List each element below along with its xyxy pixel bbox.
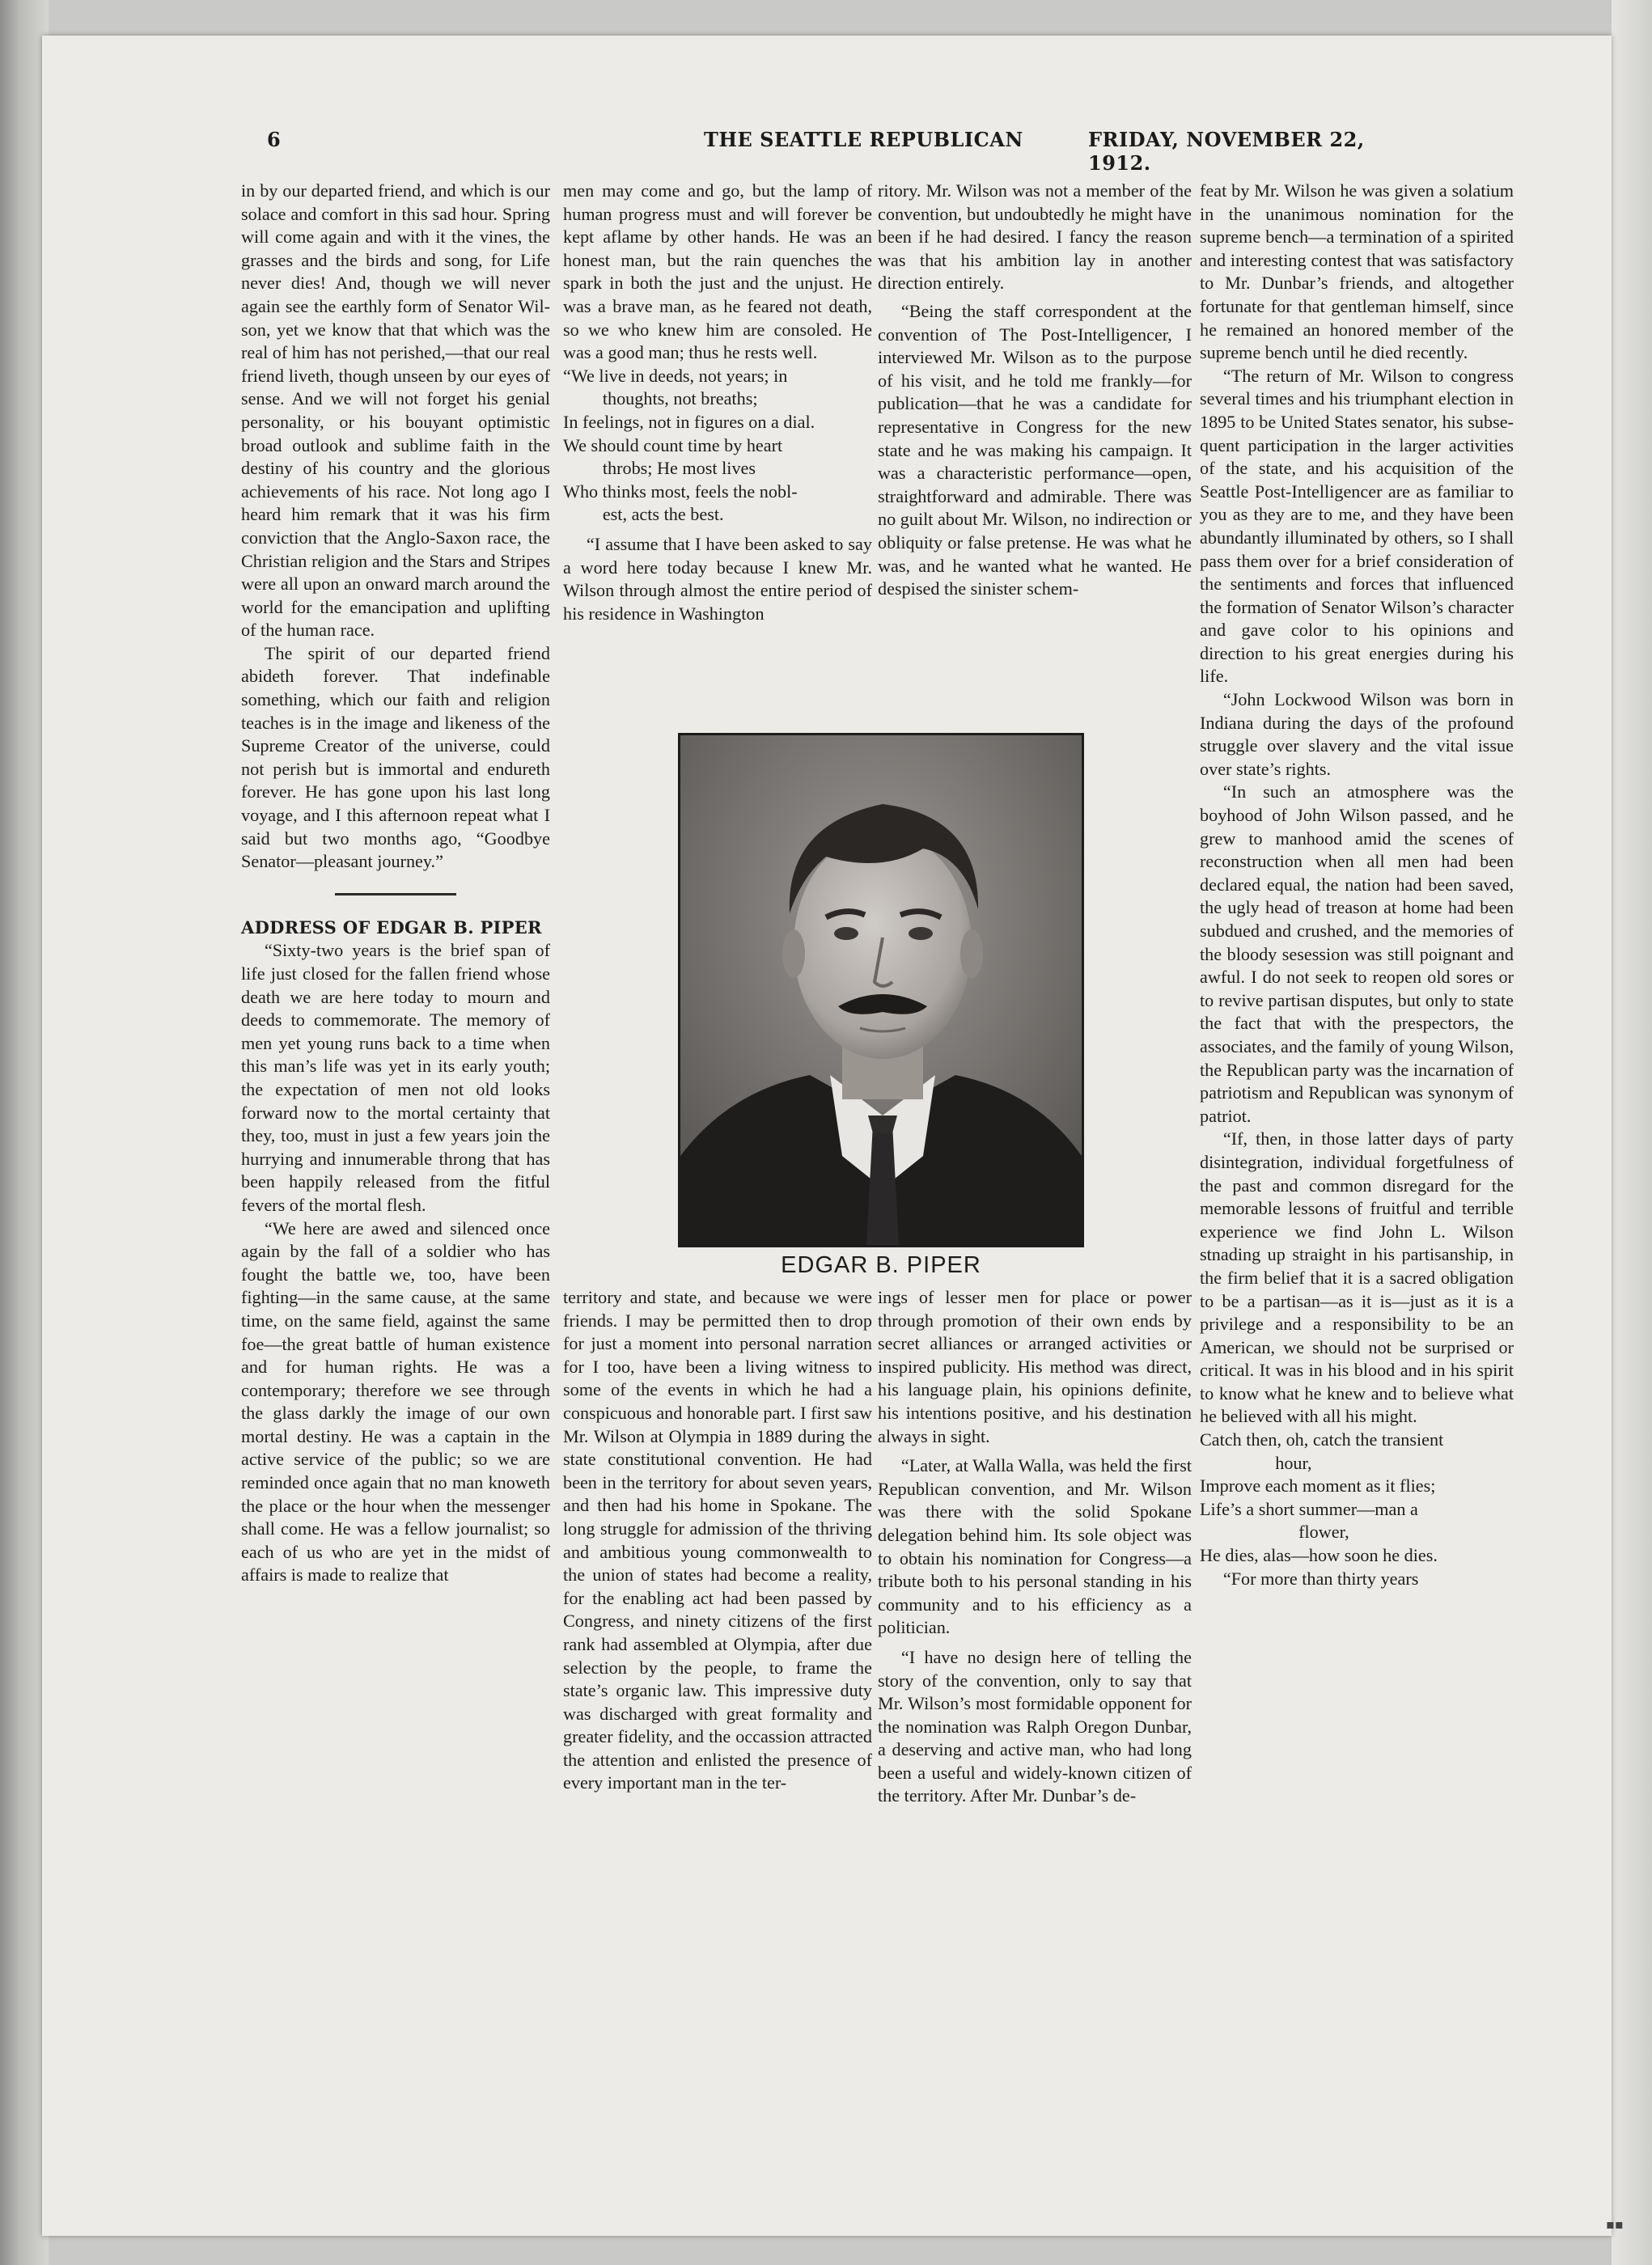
col1-paragraph-3: “Sixty-two years is the brief span of life just closed for the fallen friend whose death we are here today to mourn and deeds to commemorate. The memory of men yet young runs back to a time when this man’s life was yet in its early youth; the expectation of men not old looks forward now to the mortal certainty that they, too, must in just a few years join the hurrying and innumerable throng that has been happily released from the fitful fevers of the mortal flesh. (241, 940, 550, 1215)
col4-paragraph-4: “In such an atmosphere was the boyhood of John Wilson passed, and he grew to manhood amid the scenes of reconstruction when all men had been declared equal, the nation had been saved, the ugly head of treason at home had been subdued and crushed, and the memories of the bloody sesession was still poignant and awful. I do not seek to reopen old sores or to revive partisan disputes, but only to state the fact that with the prespectors, the associates, and the family of young Wilson, the Republican party was the incarnation of patriotism and Republican was synonym of patriot. (1200, 781, 1514, 1126)
col1-paragraph-2: The spirit of our departed friend abideth forever. That indefinable something, which our faith and religion teaches is in the image and likeness of the Supreme Creator of the universe, could not perish but is immortal and endureth forever. He has gone upon his last long voyage, and I this afternoon repeat what I said but two months ago, “Goodbye Senator—pleasant journey.” (241, 642, 550, 872)
col4-paragraph-1: feat by Mr. Wilson he was given a solatium in the unanimous nomination for the supreme bench—a termination of a spirited and interesting contest that was satisfactory to Mr. Dunbar’s friends, and altogether fortunate for that gentleman himself, since he remained an honored member of the supreme bench until he died recently. (1200, 180, 1514, 363)
column-3-lower (878, 1286, 1192, 1808)
issue-date: FRIDAY, NOVEMBER 22, 1912. (1088, 128, 1365, 175)
col1-paragraph-1: in by our departed friend, and which is our solace and comfort in this sad hour. Spring will come again and with it the vines, the grasses and the birds and song, for Life never dies! And, though we will never again see the earthly form of Senator Wilson, yet we know that that which was the real of him has not perished,—that our real friend liveth, though unseen by our eyes of sense. And we will not forget his genial personality, or his bouyant optimistic broad outlook and sublime faith in the destiny of his country and the glorious achievements of his race. Not long ago I heard him remark that it was his firm conviction that the Anglo-Saxon race, the Christian religion and the Stars and Stripes were all upon an onward march around the world for the emancipation and uplifting of the human race. (241, 180, 550, 641)
col2-paragraph-2: “I assume that I have been asked to say a word here today because I knew Mr. Wilson through almost the entire period of his residence in Washington (563, 533, 872, 624)
poem-line: We should count time by heart (563, 434, 783, 455)
page-number: 6 (267, 128, 281, 151)
col4-paragraph-5: “If, then, in those latter days of party disintegration, individual forgetfulness of the past and common disregard for the memorable lessons of fruitful and terrible experience we find John L. Wilson stnading up straight in his partisanship, in the firm belief that it is a sacred obligation to be a partisan—as it is—just as it is a privilege and a responsibility to be an American, we should not be surprised or critical. It was in his blood and in his spirit to know what he knew and to believe what he believed with all his might. (1200, 1128, 1514, 1427)
section-divider (335, 893, 456, 895)
col3-paragraph-2: “Being the staff correspondent at the convention of The Post-Intelligencer, I interviewed Mr. Wilson as to the purpose of his visit, and he told me frankly—for publication—that he was a candidate for representative in Congress for the new state and he was making his campaign. It was a characteristic performance—open, straightforward and admirable. There was no guilt about Mr. Wilson, no indirection or obliquity or false pretense. He was what he was, and he wanted what he wanted. He despised the sinister schem- (878, 300, 1192, 599)
poem-line: throbs; He most lives (602, 458, 756, 479)
poem-line: Improve each moment as it flies; (1200, 1475, 1436, 1497)
col4-paragraph-3: “John Lockwood Wilson was born in Indiana during the days of the profound struggle over slavery and the vital issue over state’s rights. (1200, 689, 1514, 779)
col2-paragraph-1: men may come and go, but the lamp of human progress must and will forever be kept aflame by other hands. He was an honest man, but the rain quenches the spark in both the just and the unjust. He was a brave man, as he feared not death, so we who knew him are consoled. He was a good man; thus he rests well. (563, 180, 872, 363)
poem-line: flower, (1298, 1522, 1349, 1543)
section-heading: ADDRESS OF EDGAR B. PIPER (241, 917, 542, 938)
poem-line: hour, (1275, 1452, 1312, 1473)
poem-line: Life’s a short summer—man a (1200, 1498, 1418, 1519)
portrait-photo (678, 733, 1084, 1247)
column-2-lower (563, 1286, 872, 1795)
col3b-paragraph-2: “Later, at Walla Walla, was held the first Republican convention, and Mr. Wilson was there with the solid Spokane delegation behind him. Its sole object was to obtain his nomination for Congress—a tribute both to his personal standing in his community and to his efficiency as a politician. (878, 1455, 1192, 1638)
poem-line: Catch then, oh, catch the transient (1200, 1429, 1444, 1450)
scan-edge-left (0, 0, 49, 2265)
poem-line: He dies, alas—how soon he dies. (1200, 1545, 1438, 1566)
col3b-paragraph-1: ings of lesser men for place or power through promotion of their own ends by secret alliances or arranged activities or inspired publicity. His method was direct, his language plain, his opinions definite, his intentions positive, and his destination always in sight. (878, 1287, 1192, 1446)
newspaper-name: THE SEATTLE REPUBLICAN (704, 128, 1023, 151)
poem-line: est, acts the best. (602, 504, 724, 525)
col2b-paragraph-1: territory and state, and because we were friends. I may be permitted then to drop for just a moment into personal narration for I too, have been a living witness to some of the events in which he had a conspicuous and honorable part. I first saw Mr. Wilson at Olympia in 1889 during the state constitutional convention. He had been in the territory for about seven years, and then had his home in Spokane. The long struggle for admission of the thriving and ambitious young commonwealth to the union of states had become a reality, for the enabling act had been passed by Congress, and ninety citizens of the first rank had assembled at Olympia, after due selection by the people, to frame the state’s organic law. This impressive duty was discharged with great formality and greater fidelity, and the occassion attracted the attention and enlisted the presence of every important man in the ter- (563, 1287, 872, 1793)
poem-line: “We live in deeds, not years; in (563, 365, 788, 386)
scan-edge-right (1612, 0, 1652, 2265)
col3-paragraph-1: ritory. Mr. Wilson was not a member of the convention, but undoubtedly he might have been if he had desired. I fancy the reason was that his ambition lay in another direction entirely. (878, 180, 1192, 294)
col4-paragraph-6: “For more than thirty years (1222, 1568, 1419, 1589)
binding-marks: ▪▪ (1606, 2216, 1624, 2232)
portrait-illustration (680, 735, 1082, 1245)
column-3 (878, 180, 1192, 601)
photo-caption: EDGAR B. PIPER (781, 1252, 981, 1278)
poem-line: thoughts, not breaths; (602, 388, 758, 409)
column-1 (241, 180, 550, 1587)
column-2 (563, 180, 872, 625)
col1-paragraph-4: “We here are awed and silenced once again by the fall of a soldier who has fought the battle we, too, have been fighting—in the same cause, at the same time, on the same field, against the same foe—the great battle of human existence and for human rights. He was a contemporary; therefore we see through the glass darkly the image of our own mortal destiny. He was a captain in the active service of the public; so we are reminded once again that no man knoweth the place or the hour when the messenger shall come. He was a fellow journalist; so each of us who are yet in the midst of affairs is made to realize that (241, 1217, 550, 1586)
poem-line: Who thinks most, feels the nobl- (563, 481, 798, 502)
masthead (267, 128, 1400, 175)
column-4 (1200, 180, 1514, 1590)
poem-line: In feelings, not in figures on a dial. (563, 411, 815, 432)
col3b-paragraph-3: “I have no design here of telling the story of the convention, only to say that Mr. Wilson’s most formidable opponent for the nomination was Ralph Oregon Dunbar, a deserving and active man, who had long been a useful and widely-known citizen of the territory. After Mr. Dunbar’s de- (878, 1646, 1192, 1806)
col4-paragraph-2: “The return of Mr. Wilson to congress several times and his triumphant election in 1895 to be United States senator, his subsequent participation in the larger activities of the state, and his acquisition of the Seattle Post-Intelligencer are as familiar to you as they are to me, and they have been abundantly illuminated by others, so I shall pass them over for a brief consideration of the sentiments and forces that influenced the formation of Senator Wilson’s character and gave color to his opinions and direction to his great energies during his life. (1200, 365, 1514, 687)
